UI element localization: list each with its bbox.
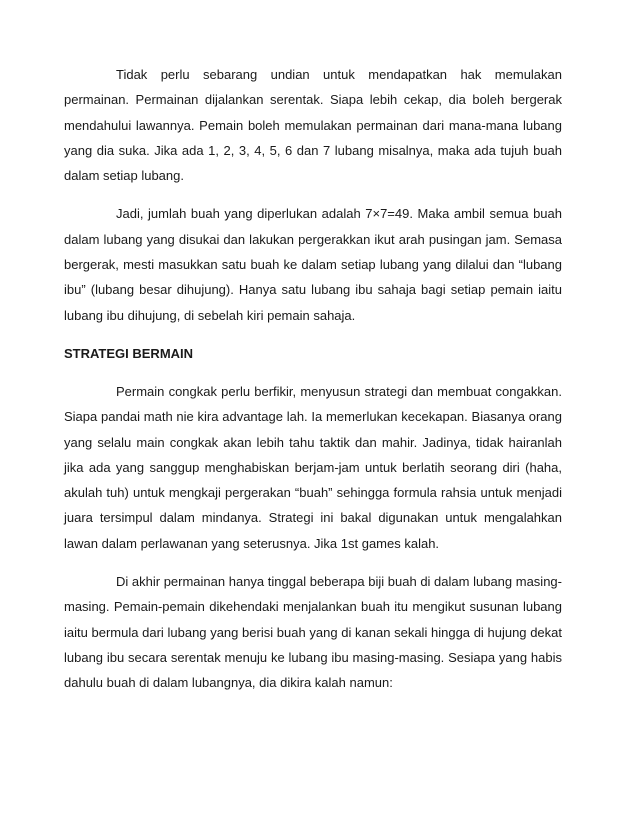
document-body (64, 62, 562, 696)
paragraph-strategy: Permain congkak perlu berfikir, menyusun strategi dan membuat congakkan. Siapa pandai math nie kira advantage lah. Ia memerlukan kecekapan. Biasanya orang yang selalu main congkak akan lebih tahu taktik dan mahir. Jadinya, tidak hairanlah jika ada yang sanggup menghabiskan berjam-jam untuk berlatih seorang diri (haha, akulah tuh) untuk mengkaji pergerakan “buah” sehingga formula rahsia untuk menjadi juara tersimpul dalam mindanya. Strategi ini bakal digunakan untuk mengalahkan lawan dalam perlawanan yang seterusnya. Jika 1st games kalah. (64, 383, 562, 551)
paragraph-end-game: Di akhir permainan hanya tinggal beberapa biji buah di dalam lubang masing-masing. Pemain-pemain dikehendaki menjalankan buah itu mengikut susunan lubang iaitu bermula dari lubang yang berisi buah yang di kanan sekali hingga di hujung dekat lubang ibu secara serentak menuju ke lubang ibu masing-masing. Sesiapa yang habis dahulu buah di dalam lubangnya, dia dikira kalah namun: (64, 574, 562, 691)
paragraph-seed-count: Jadi, jumlah buah yang diperlukan adalah 7×7=49. Maka ambil semua buah dalam lubang yang disukai dan lakukan pergerakkan ikut arah pusingan jam. Semasa bergerak, mesti masukkan satu buah ke dalam setiap lubang yang dilalui dan “lubang ibu” (lubang besar dihujung). Hanya satu lubang ibu sahaja bagi setiap pemain iaitu lubang ibu dihujung, di sebelah kiri pemain sahaja. (64, 206, 562, 323)
section-heading: STRATEGI BERMAIN (64, 345, 194, 361)
paragraph-starting-rules: Tidak perlu sebarang undian untuk mendapatkan hak memulakan permainan. Permainan dijalankan serentak. Siapa lebih cekap, dia boleh bergerak mendahului lawannya. Pemain boleh memulakan permainan dari mana-mana lubang yang dia suka. Jika ada 1, 2, 3, 4, 5, 6 dan 7 lubang misalnya, maka ada tujuh buah dalam setiap lubang. (64, 67, 562, 184)
